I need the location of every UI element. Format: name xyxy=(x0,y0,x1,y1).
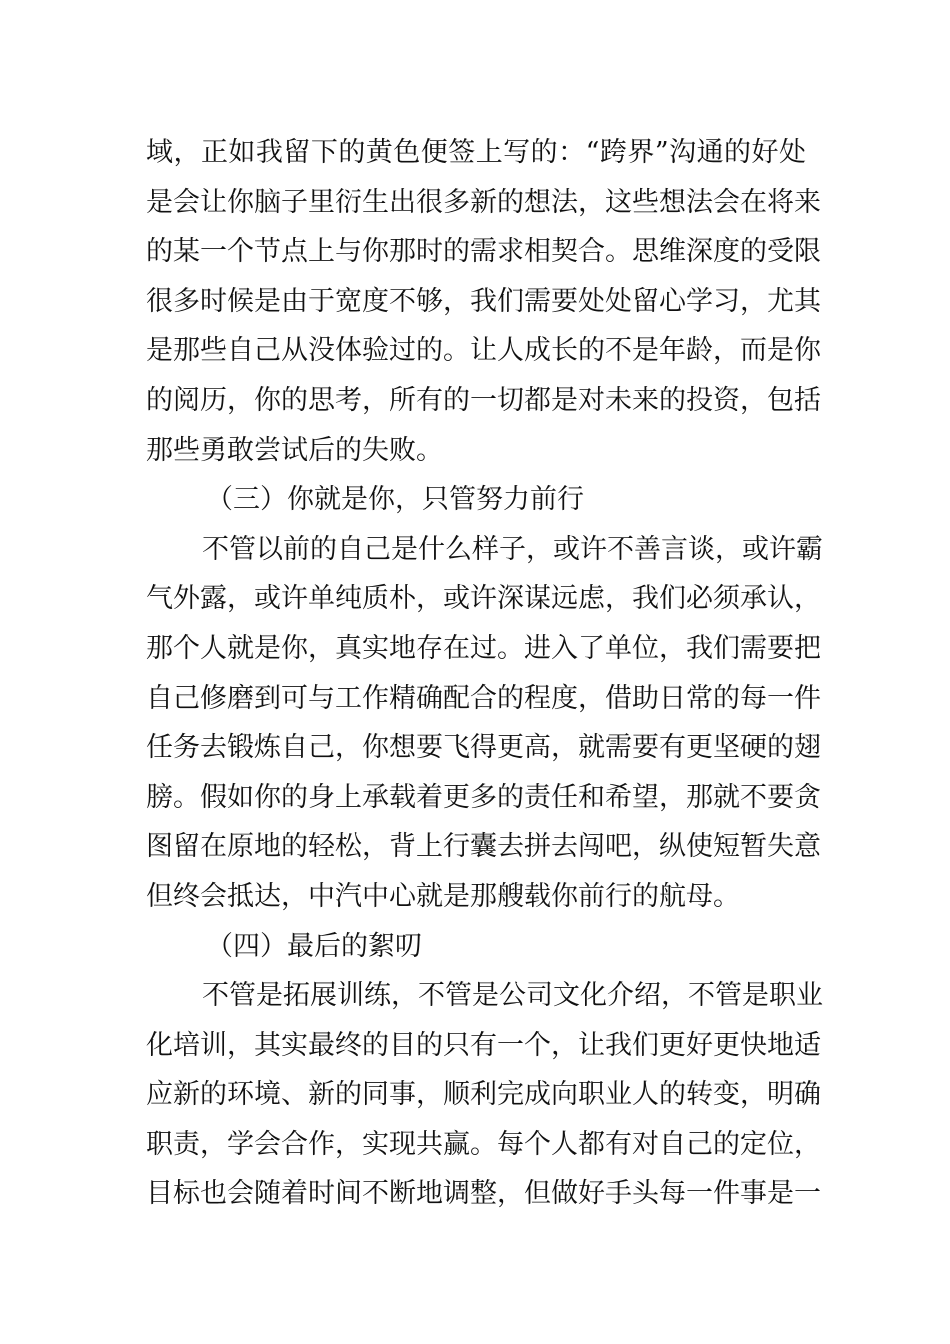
section-heading-3: （三）你就是你，只管努力前行 xyxy=(206,484,584,516)
paragraph-line: 是那些自己从没体验过的。让人成长的不是年龄，而是你 xyxy=(146,335,821,367)
paragraph-line: 很多时候是由于宽度不够，我们需要处处留心学习，尤其 xyxy=(146,285,821,317)
paragraph-line: 但终会抵达，中汽中心就是那艘载你前行的航母。 xyxy=(146,880,740,912)
paragraph-line: 图留在原地的轻松，背上行囊去拼去闯吧，纵使短暂失意 xyxy=(146,831,821,863)
paragraph-line: 不管以前的自己是什么样子，或许不善言谈，或许霸 xyxy=(202,533,823,565)
paragraph-line: 气外露，或许单纯质朴，或许深谋远虑，我们必须承认， xyxy=(146,583,821,615)
paragraph-line: 任务去锻炼自己，你想要飞得更高，就需要有更坚硬的翅 xyxy=(146,732,821,764)
paragraph-line: 应新的环境、新的同事，顺利完成向职业人的转变，明确 xyxy=(146,1079,821,1111)
paragraph-line: 那些勇敢尝试后的失败。 xyxy=(146,434,443,466)
paragraph-line: 自己修磨到可与工作精确配合的程度，借助日常的每一件 xyxy=(146,682,821,714)
paragraph-line: 职责，学会合作，实现共赢。每个人都有对自己的定位， xyxy=(146,1128,821,1160)
paragraph-line: 域，正如我留下的黄色便签上写的：“跨界”沟通的好处 xyxy=(146,137,806,168)
paragraph-line: 化培训，其实最终的目的只有一个，让我们更好更快地适 xyxy=(146,1029,821,1061)
section-heading-4: （四）最后的絮叨 xyxy=(206,930,422,962)
paragraph-line: 那个人就是你，真实地存在过。进入了单位，我们需要把 xyxy=(146,632,821,664)
paragraph-line: 目标也会随着时间不断地调整，但做好手头每一件事是一 xyxy=(146,1178,821,1210)
paragraph-line: 的阅历，你的思考，所有的一切都是对未来的投资，包括 xyxy=(146,384,821,416)
paragraph-line: 是会让你脑子里衍生出很多新的想法，这些想法会在将来 xyxy=(146,186,821,218)
document-body xyxy=(146,128,823,1219)
paragraph-line: 不管是拓展训练，不管是公司文化介绍，不管是职业 xyxy=(202,980,823,1012)
paragraph-line: 的某一个节点上与你那时的需求相契合。思维深度的受限 xyxy=(146,236,821,268)
paragraph-line: 膀。假如你的身上承载着更多的责任和希望，那就不要贪 xyxy=(146,781,821,813)
